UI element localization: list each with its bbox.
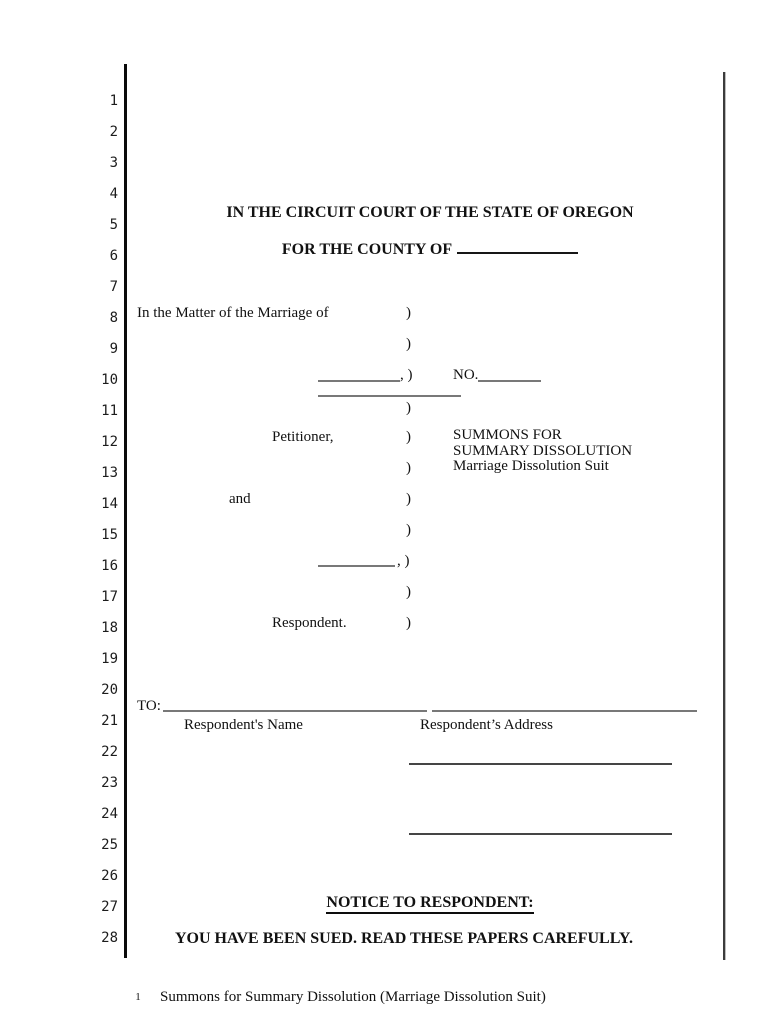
caption-paren: ) <box>406 584 411 600</box>
line-number: 16 <box>101 558 118 574</box>
line-number: 2 <box>109 124 118 140</box>
line-number: 27 <box>101 899 118 915</box>
and-label: and <box>229 491 251 507</box>
line-number: 20 <box>101 682 118 698</box>
document-title-line1: SUMMONS FOR <box>453 427 562 443</box>
line-number: 19 <box>101 651 118 667</box>
footer-page-number: 1 <box>135 991 141 1003</box>
line-number: 5 <box>109 217 118 233</box>
caption-paren: ) <box>406 429 411 445</box>
line-number: 17 <box>101 589 118 605</box>
to-name-blank-field <box>163 698 427 712</box>
line-number: 18 <box>101 620 118 636</box>
caption-comma-paren: , ) <box>400 367 413 383</box>
caption-matter-label: In the Matter of the Marriage of <box>137 305 329 321</box>
caption-paren: ) <box>406 400 411 416</box>
line-number: 13 <box>101 465 118 481</box>
line-number: 12 <box>101 434 118 450</box>
respondent-name-blank-field <box>318 553 395 567</box>
document-title-block <box>453 428 632 475</box>
line-number: 24 <box>101 806 118 822</box>
county-label: FOR THE COUNTY OF <box>281 241 453 258</box>
line-number: 28 <box>101 930 118 946</box>
respondent-label: Respondent. <box>272 615 347 631</box>
line-number: 11 <box>101 403 118 419</box>
address-line-2-blank-field <box>409 751 672 765</box>
line-number: 8 <box>109 310 118 326</box>
line-number: 9 <box>109 341 118 357</box>
footer-document-title: Summons for Summary Dissolution (Marriage Dissolution Suit) <box>160 989 546 1005</box>
respondent-name-caption: Respondent's Name <box>184 717 303 733</box>
petitioner-label: Petitioner, <box>272 429 334 445</box>
case-number-blank-field <box>478 367 541 382</box>
caption-paren: ) <box>406 615 411 631</box>
line-number: 25 <box>101 837 118 853</box>
court-title: IN THE CIRCUIT COURT OF THE STATE OF OREGON <box>226 204 634 221</box>
line-number: 15 <box>101 527 118 543</box>
caption-paren: ) <box>406 305 411 321</box>
case-number-label: NO. <box>453 367 479 383</box>
line-number: 4 <box>109 186 118 202</box>
line-number: 10 <box>101 372 118 388</box>
county-line <box>130 239 730 259</box>
petitioner-name-blank-field <box>318 367 400 382</box>
notice-warning: YOU HAVE BEEN SUED. READ THESE PAPERS CAREFULLY. <box>174 930 634 947</box>
line-number: 1 <box>109 93 118 109</box>
line-number: 26 <box>101 868 118 884</box>
line-number: 22 <box>101 744 118 760</box>
line-number: 6 <box>109 248 118 264</box>
caption-comma-paren: , ) <box>397 553 410 569</box>
caption-paren: ) <box>406 491 411 507</box>
document-title-line3: Marriage Dissolution Suit <box>453 458 609 474</box>
county-blank-field <box>457 239 578 254</box>
to-address-blank-field <box>432 698 697 712</box>
line-number: 14 <box>101 496 118 512</box>
address-line-3-blank-field <box>409 821 672 835</box>
document-title-line2: SUMMARY DISSOLUTION <box>453 442 633 459</box>
to-label: TO: <box>137 698 161 714</box>
caption-paren: ) <box>406 460 411 476</box>
line-number: 3 <box>109 155 118 171</box>
caption-paren: ) <box>406 522 411 538</box>
line-number: 21 <box>101 713 118 729</box>
left-margin-rule <box>124 64 127 958</box>
notice-heading <box>130 893 730 912</box>
petitioner-name-blank-field-2 <box>318 382 461 397</box>
notice-heading-text: NOTICE TO RESPONDENT: <box>326 894 533 914</box>
respondent-address-caption: Respondent’s Address <box>420 717 553 733</box>
caption-paren: ) <box>406 336 411 352</box>
line-number: 23 <box>101 775 118 791</box>
line-number: 7 <box>109 279 118 295</box>
